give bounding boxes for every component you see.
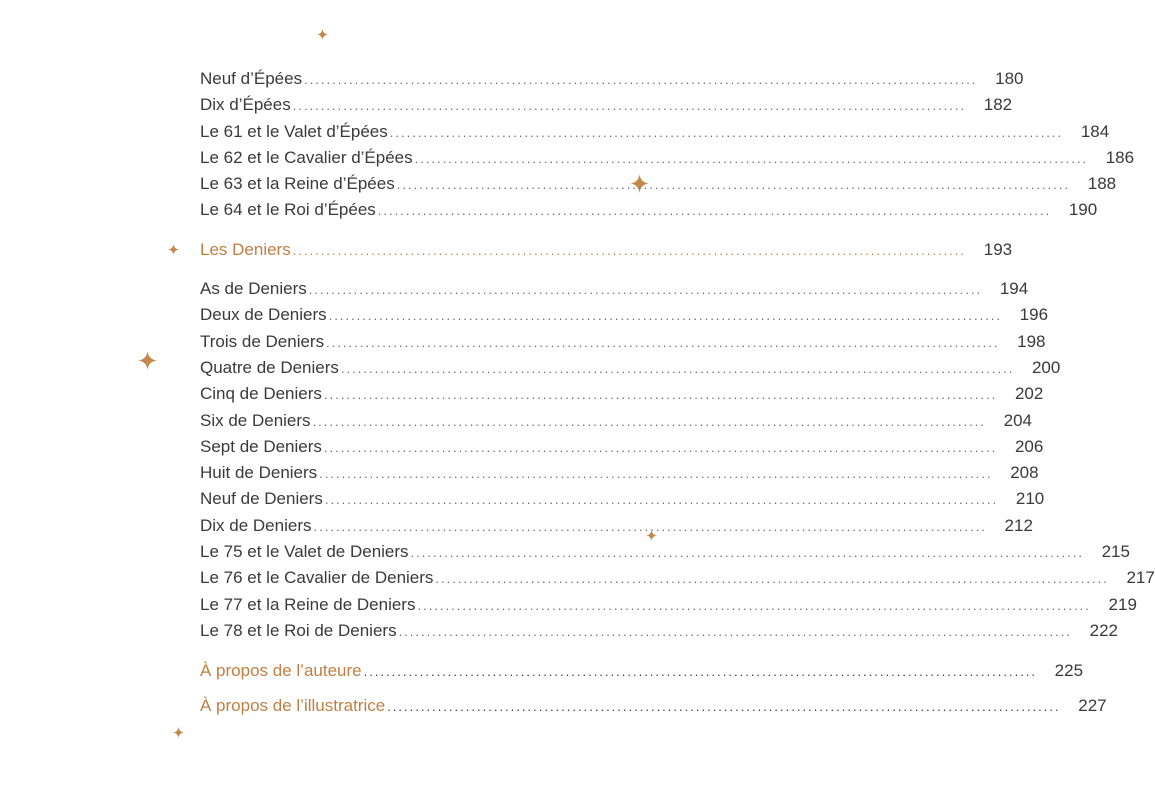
toc-section-label: À propos de l’illustratrice: [200, 695, 386, 715]
toc-entry-page: 219: [1108, 594, 1137, 614]
toc-entry[interactable]: [200, 565, 1155, 591]
toc-entry[interactable]: [200, 592, 1137, 618]
toc-section-label: À propos de l’auteure: [200, 661, 362, 681]
dot-leader: ........................................................................................................................: [396, 177, 1071, 193]
toc-entry[interactable]: [200, 434, 1044, 460]
toc-entry-page: 190: [1068, 200, 1098, 220]
dot-leader: ........................................................................................................................: [308, 282, 983, 298]
toc-entry-label: Cinq de Deniers: [200, 384, 322, 404]
toc-entry-page: 198: [1017, 331, 1046, 351]
toc-entry-label: Neuf d’Épées: [200, 69, 303, 88]
toc-entry[interactable]: [200, 513, 1033, 539]
toc-entry[interactable]: [200, 381, 1044, 407]
dot-leader: ........................................................................................................................: [304, 72, 978, 87]
dot-leader: ........................................................................................................................: [417, 597, 1091, 613]
toc-section-page: 225: [1054, 661, 1084, 681]
dot-leader: ........................................................................................................................: [363, 664, 1038, 680]
toc-entry-page: 200: [1031, 357, 1061, 377]
toc-section-about-author[interactable]: [200, 658, 1084, 684]
toc-entry-page: 184: [1080, 121, 1110, 141]
toc-section-about-illustrator[interactable]: [200, 693, 1107, 719]
toc-entry-page: 202: [1014, 384, 1044, 404]
dot-leader: ........................................................................................................................: [414, 150, 1089, 166]
sparkle-icon: [317, 29, 328, 40]
toc-section-page: 227: [1078, 695, 1107, 715]
toc-entry[interactable]: [200, 486, 1045, 512]
toc-entry-label: Huit de Deniers: [200, 463, 318, 483]
dot-leader: ........................................................................................................................: [313, 518, 987, 534]
dot-leader: ........................................................................................................................: [323, 439, 998, 455]
toc-entry[interactable]: [200, 460, 1039, 486]
table-of-contents: [200, 66, 1155, 719]
sparkle-icon: [168, 244, 179, 255]
toc-entry[interactable]: [200, 329, 1046, 355]
dot-leader: ........................................................................................................................: [435, 571, 1109, 587]
toc-entry[interactable]: [200, 408, 1032, 434]
dot-leader: ........................................................................................................................: [389, 124, 1064, 140]
sparkle-icon: [138, 351, 157, 370]
toc-entry-label: Le 75 et le Valet de Deniers: [200, 542, 409, 562]
toc-entry-page: 210: [1015, 489, 1045, 509]
toc-section-label: Les Deniers: [200, 239, 291, 259]
dot-leader: ........................................................................................................................: [312, 413, 986, 429]
toc-entry-page: 204: [1003, 410, 1032, 430]
toc-entry-label: Le 62 et le Cavalier d’Épées: [200, 147, 413, 167]
toc-entry-label: Le 78 et le Roi de Deniers: [200, 620, 397, 640]
dot-leader: ........................................................................................................................: [319, 466, 993, 482]
toc-entry-label: Trois de Deniers: [200, 331, 325, 351]
dot-leader: ........................................................................................................................: [377, 203, 1052, 219]
toc-entry-label: Le 76 et le Cavalier de Deniers: [200, 568, 434, 588]
toc-entry-label: Deux de Deniers: [200, 305, 327, 325]
toc-entry-page: 217: [1126, 568, 1155, 588]
toc-entry[interactable]: [200, 171, 1117, 197]
toc-entry-page: 188: [1087, 174, 1117, 194]
toc-entry-page: 182: [983, 95, 1013, 115]
toc-entry-label: Sept de Deniers: [200, 436, 322, 456]
toc-entry-page: 208: [1010, 463, 1039, 483]
toc-entry[interactable]: [200, 197, 1098, 223]
toc-entry-page: 194: [999, 279, 1029, 299]
toc-entry[interactable]: [200, 618, 1118, 644]
toc-entry-label: Six de Deniers: [200, 410, 311, 430]
toc-entry[interactable]: [200, 66, 1024, 92]
toc-section-deniers[interactable]: [200, 237, 1013, 263]
toc-entry[interactable]: [200, 539, 1130, 565]
toc-entry[interactable]: [200, 276, 1029, 302]
sparkle-icon: [173, 727, 184, 738]
toc-entry[interactable]: [200, 92, 1013, 118]
toc-entry-page: 222: [1089, 620, 1118, 640]
dot-leader: ........................................................................................................................: [340, 360, 1015, 376]
toc-entry[interactable]: [200, 302, 1049, 328]
dot-leader: ........................................................................................................................: [292, 242, 967, 258]
dot-leader: ........................................................................................................................: [398, 623, 1072, 639]
toc-entry-label: Dix d’Épées: [200, 95, 291, 115]
dot-leader: ........................................................................................................................: [410, 545, 1084, 561]
toc-entry-page: 180: [995, 69, 1024, 88]
toc-entry-label: Neuf de Deniers: [200, 489, 323, 509]
toc-entry-label: Le 63 et la Reine d’Épées: [200, 174, 395, 194]
toc-entry[interactable]: [200, 145, 1135, 171]
dot-leader: ........................................................................................................................: [328, 308, 1003, 324]
toc-entry-page: 186: [1105, 147, 1135, 167]
toc-entry-label: Le 64 et le Roi d’Épées: [200, 200, 376, 220]
toc-entry-page: 196: [1019, 305, 1049, 325]
dot-leader: ........................................................................................................................: [326, 334, 1000, 350]
toc-entry-label: Dix de Deniers: [200, 515, 312, 535]
toc-entry[interactable]: [200, 355, 1061, 381]
dot-leader: ........................................................................................................................: [324, 492, 999, 508]
toc-entry-label: Le 61 et le Valet d’Épées: [200, 121, 388, 141]
toc-entry-page: 215: [1101, 542, 1130, 562]
toc-entry-page: 206: [1014, 436, 1044, 456]
dot-leader: ........................................................................................................................: [292, 98, 967, 114]
toc-entry-label: Le 77 et la Reine de Deniers: [200, 594, 416, 614]
toc-section-page: 193: [983, 239, 1013, 259]
dot-leader: ........................................................................................................................: [323, 387, 998, 403]
toc-entry-label: As de Deniers: [200, 279, 307, 299]
toc-entry-label: Quatre de Deniers: [200, 357, 339, 377]
dot-leader: ........................................................................................................................: [387, 698, 1061, 714]
toc-entry[interactable]: [200, 119, 1110, 145]
toc-entry-page: 212: [1004, 515, 1033, 535]
